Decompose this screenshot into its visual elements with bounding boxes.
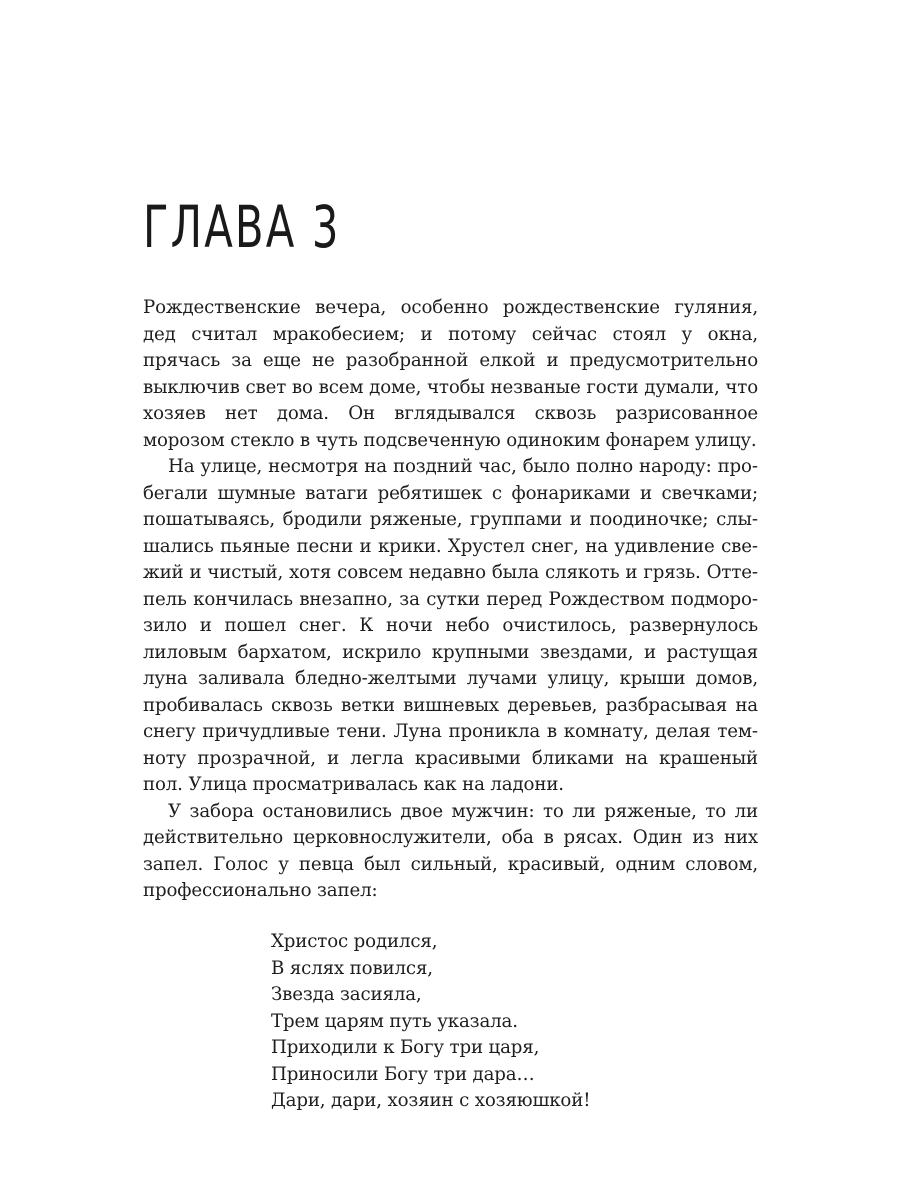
verse-line: Приносили Богу три дара… <box>271 1063 535 1085</box>
verse-line: В яслях повился, <box>271 957 433 979</box>
paragraph-1: Рождественские вечера, особенно рождественские гуляния, дед считал мракобесием; и потому сейчас стоял у окна, прячась за еще не разобранной елкой и предусмотрительно выключив свет во всем доме, чтобы незваные гости думали, что хозяев нет дома. Он вглядывался сквозь разрисованное морозом стекло в чуть подсвеченную одиноким фонарем улицу. <box>143 297 758 451</box>
verse-line: Дари, дари, хозяин с хозяюшкой! <box>271 1090 591 1111</box>
verse-line: Трем царям путь указала. <box>271 1010 518 1032</box>
verse-line: Христос родился, <box>271 931 438 952</box>
chapter-body <box>143 295 758 905</box>
chapter-title: ГЛАВА 3 <box>143 193 341 261</box>
paragraph-2: На улице, несмотря на поздний час, было полно народу: пробегали шумные ватаги ребятишек с фонариками и свечками; пошатываясь, бродили ряженые, группами и поодиночке; слышались пьяные песни и крики. Хрустел снег, на удивление свежий и чистый, хотя совсем недавно была слякоть и грязь. Оттепель кончилась внезапно, за сутки перед Рождеством подморозило и пошел снег. К ночи небо очистилось, развернулось лиловым бархатом, искрило крупными звездами, и растущая луна заливала бледно-желтыми лучами улицу, крыши домов, пробивалась сквозь ветки вишневых деревьев, разбрасывая на снегу причудливые тени. Луна проникла в комнату, делая темноту прозрачной, и легла красивыми бликами на крашеный пол. Улица просматривалась как на ладони. <box>143 456 758 795</box>
verse-line: Звезда засияла, <box>271 984 422 1005</box>
song-verse <box>271 929 691 1115</box>
verse-line: Приходили к Богу три царя, <box>271 1037 540 1058</box>
paragraph-3: У забора остановились двое мужчин: то ли ряженые, то ли действительно церковнослужители, оба в рясах. Один из них запел. Голос у певца был сильный, красивый, одним словом, профессионально запел: <box>143 800 758 901</box>
